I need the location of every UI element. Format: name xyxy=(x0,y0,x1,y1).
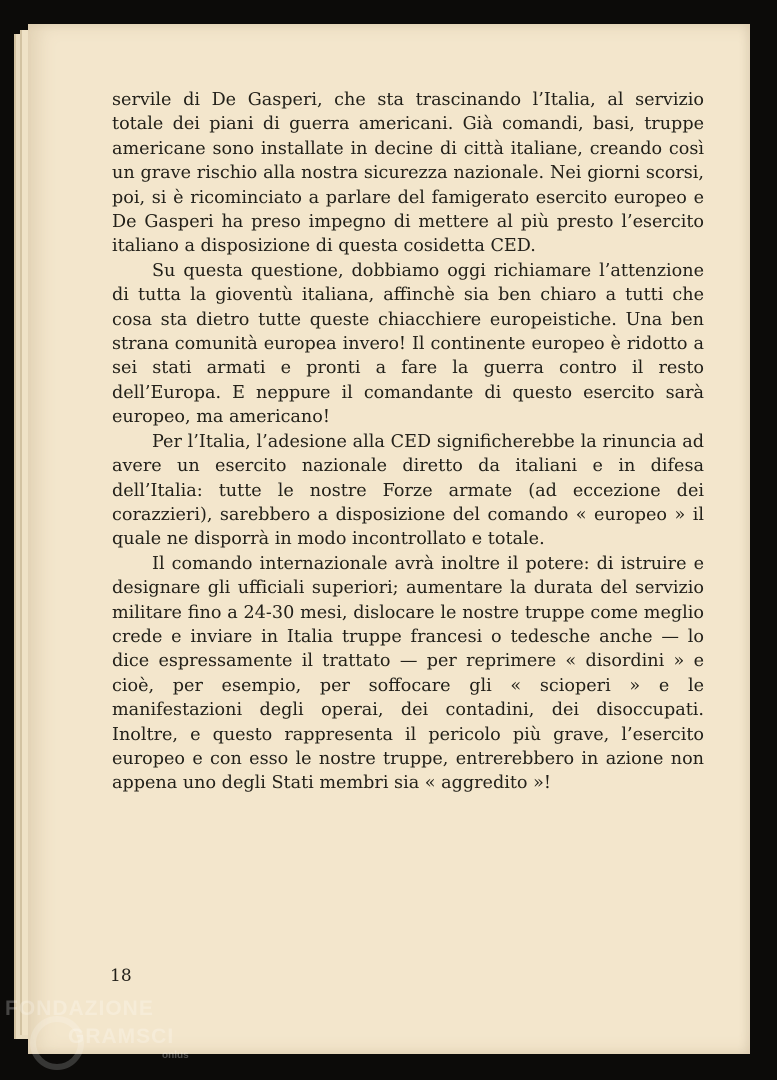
watermark-suffix: onlus xyxy=(162,1050,189,1061)
paragraph-1: servile di De Gasperi, che sta trascinando l’Italia, al servizio totale dei piani di guerra americani. Già comandi, basi, truppe americane sono installate in decine di città italiane, creando così un grave rischio alla nostra sicurezza nazionale. Nei giorni scorsi, poi, si è ricominciato a parlare del famigerato esercito europeo e De Gasperi ha preso impegno di mettere al più presto l’esercito italiano a disposizione di questa cosidetta CED. xyxy=(112,90,704,257)
paragraph-3: Per l’Italia, l’adesione alla CED significherebbe la rinuncia ad avere un esercito nazionale diretto da italiani e in difesa dell’Italia: tutte le nostre Forze armate (ad eccezione dei corazzieri), sarebbero a disposizione del comando « europeo » il quale ne disporrà in modo incontrollato e totale. xyxy=(112,431,704,550)
page-text xyxy=(112,88,704,796)
page-number: 18 xyxy=(110,966,132,986)
paragraph-4: Il comando internazionale avrà inoltre il potere: di istruire e designare gli ufficiali superiori; aumentare la durata del servizio militare fino a 24-30 mesi, dislocare le nostre truppe come meglio crede e inviare in Italia truppe francesi o tedesche anche — lo dice espressamente il trattato — per reprimere « disordini » e cioè, per esempio, per soffocare gli « scioperi » e le manifestazioni degli operai, dei contadini, dei disoccupati. Inoltre, e questo rappresenta il pericolo più grave, l’esercito europeo e con esso le nostre truppe, entrerebbero in azione non appena uno degli Stati membri sia « aggredito »! xyxy=(112,553,704,794)
book-page xyxy=(28,24,750,1054)
watermark-line2: GRAMSCI xyxy=(68,1025,175,1048)
watermark-line1: FONDAZIONE xyxy=(5,997,154,1020)
paragraph-2: Su questa questione, dobbiamo oggi richiamare l’attenzione di tutta la gioventù italiana, affinchè sia ben chiaro a tutti che cosa sta dietro tutte queste chiacchiere europeistiche. Una ben strana comunità europea invero! Il continente europeo è ridotto a sei stati armati e pronti a fare la guerra contro il resto dell’Europa. E neppure il comandante di questo esercito sarà europeo, ma americano! xyxy=(112,260,704,428)
